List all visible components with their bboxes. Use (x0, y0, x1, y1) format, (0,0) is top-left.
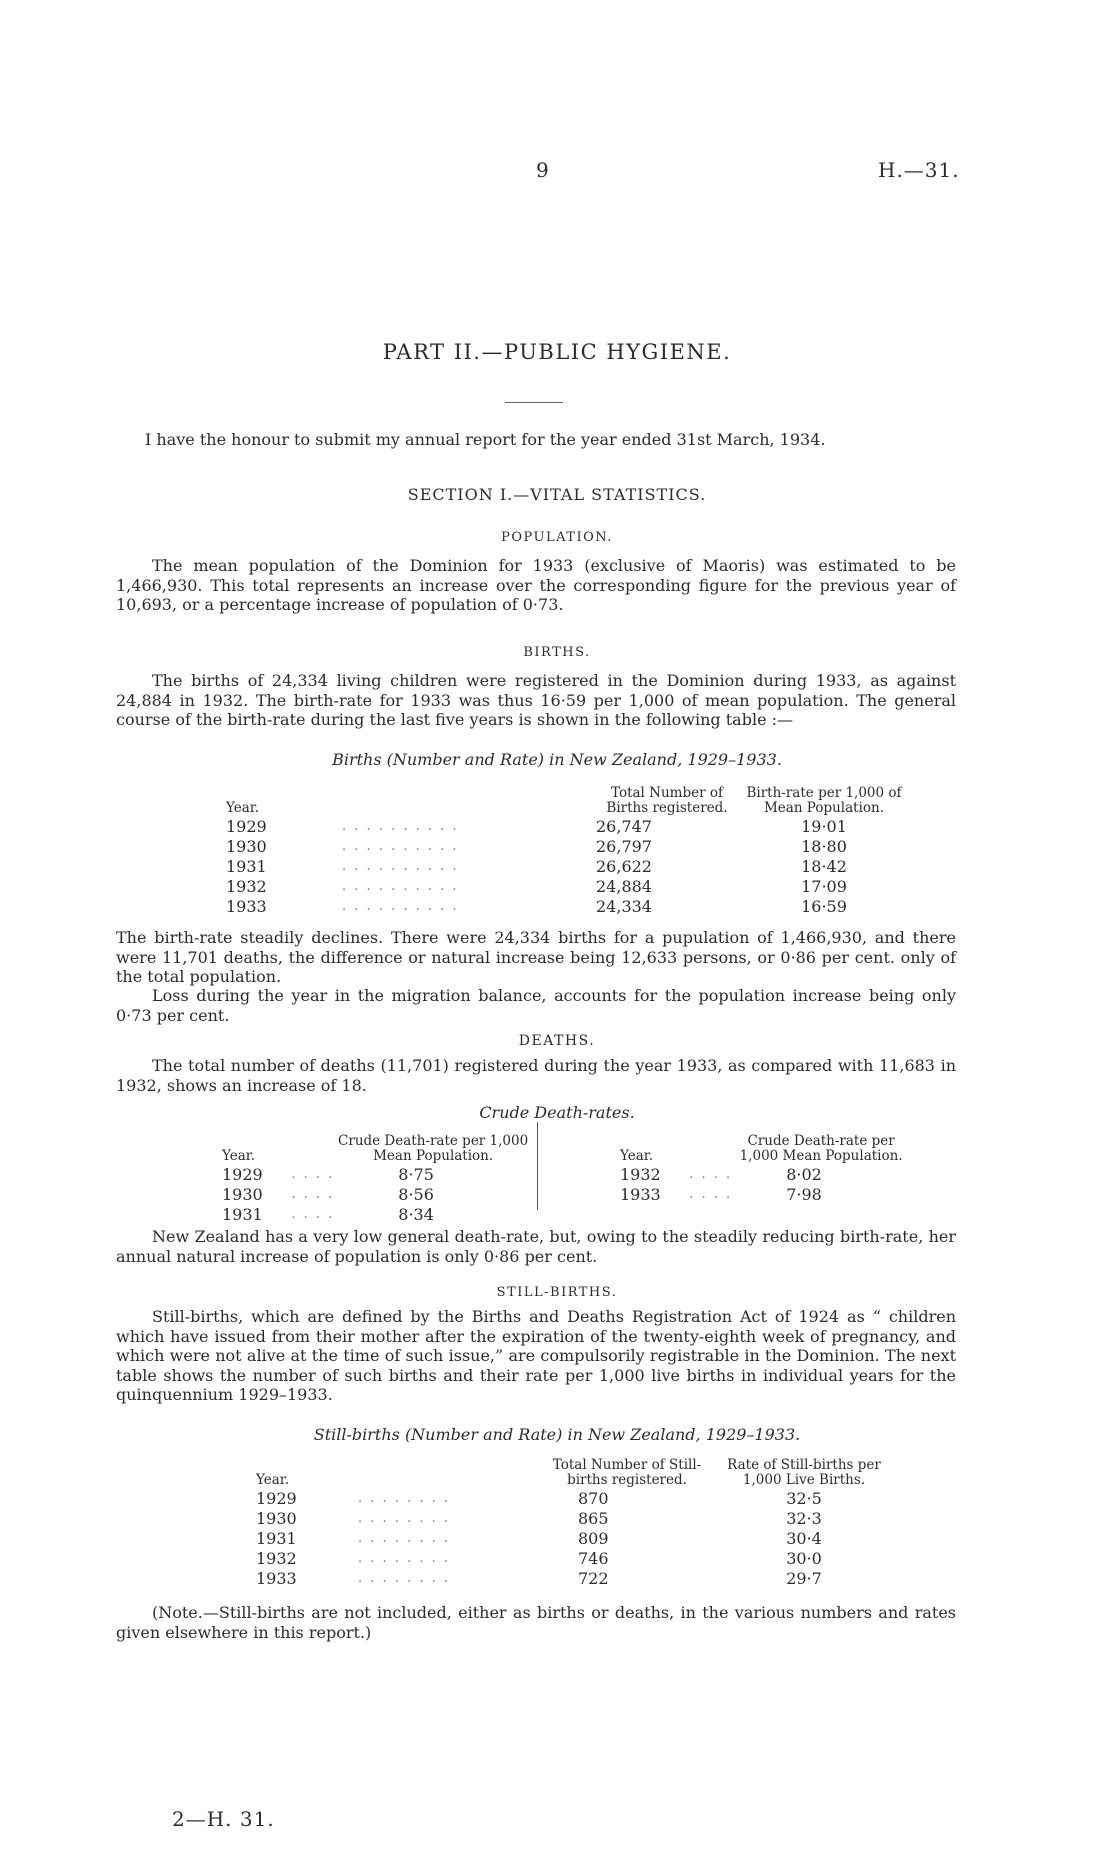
col-death-rate: Crude Death-rate per 1,000 Mean Population. (739, 1133, 903, 1164)
death-rates-caption: Crude Death-rates. (479, 1103, 635, 1122)
col-year: Year. (222, 1148, 256, 1164)
leader-dots: . . . . . . . . . . (342, 838, 459, 854)
row-rate: 8·75 (398, 1164, 434, 1184)
row-rate: 18·80 (801, 836, 847, 856)
table-row (256, 1528, 896, 1548)
stillbirths-paragraph: Still-births, which are defined by the Births and Deaths Registration Act of 1924 as “ children which have issued from their mother after the expiration of the twenty-eighth week of pregnancy, and which were not alive at the time of such issue,” are compulsorily registrable in the Dominion. The next table shows the number of such births and their rate per 1,000 live births in individual years for the quinquennium 1929–1933. (116, 1307, 956, 1404)
row-year: 1932 (256, 1548, 297, 1568)
row-rate: 8·02 (786, 1164, 822, 1184)
leader-dots: . . . . . . . . (358, 1490, 450, 1506)
row-rate: 30·4 (786, 1528, 822, 1548)
births-table-header (226, 774, 906, 816)
births-heading: BIRTHS. (523, 645, 591, 660)
table-row (256, 1508, 896, 1528)
leader-dots: . . . . (291, 1186, 335, 1202)
col-birth-rate: Birth-rate per 1,000 of Mean Population. (746, 785, 902, 816)
table-divider (537, 1122, 538, 1210)
table-row (226, 856, 906, 876)
col-death-rate: Crude Death-rate per 1,000 Mean Population. (338, 1133, 529, 1164)
population-paragraph: The mean population of the Dominion for 1933 (exclusive of Maoris) was estimated to be 1,466,930. This total represents an increase over the corresponding figure for the previous year of 10,693, or a percentage increase of population of 0·73. (116, 556, 956, 614)
row-rate: 19·01 (801, 816, 847, 836)
row-year: 1932 (226, 876, 267, 896)
row-year: 1929 (226, 816, 267, 836)
row-total: 809 (578, 1528, 609, 1548)
leader-dots: . . . . . . . . (358, 1530, 450, 1546)
row-rate: 8·56 (398, 1184, 434, 1204)
leader-dots: . . . . (291, 1206, 335, 1222)
row-rate: 29·7 (786, 1568, 822, 1588)
leader-dots: . . . . . . . . . . (342, 878, 459, 894)
row-year: 1931 (222, 1204, 263, 1224)
row-total: 24,334 (596, 896, 652, 916)
row-total: 26,622 (596, 856, 652, 876)
leader-dots: . . . . . . . . . . (342, 898, 459, 914)
row-year: 1929 (222, 1164, 263, 1184)
row-year: 1933 (226, 896, 267, 916)
row-year: 1932 (620, 1164, 661, 1184)
leader-dots: . . . . (689, 1166, 733, 1182)
leader-dots: . . . . . . . . . . (342, 858, 459, 874)
table-row (222, 1184, 532, 1204)
row-total: 26,797 (596, 836, 652, 856)
migration-paragraph: Loss during the year in the migration balance, accounts for the population increase being only 0·73 per cent. (116, 986, 956, 1025)
col-year: Year. (256, 1472, 290, 1488)
row-year: 1929 (256, 1488, 297, 1508)
row-year: 1930 (222, 1184, 263, 1204)
page-number: 9 (536, 158, 549, 182)
stillbirths-table (256, 1448, 896, 1588)
population-heading: POPULATION. (501, 530, 613, 545)
deaths-paragraph: The total number of deaths (11,701) registered during the year 1933, as compared with 11,683 in 1932, shows an increase of 18. (116, 1056, 956, 1095)
row-total: 870 (578, 1488, 609, 1508)
death-rates-table-left (222, 1124, 532, 1224)
col-year: Year. (226, 800, 260, 816)
table-row (256, 1568, 896, 1588)
table-row (226, 816, 906, 836)
births-paragraph: The births of 24,334 living children were registered in the Dominion during 1933, as against 24,884 in 1932. The birth-rate for 1933 was thus 16·59 per 1,000 of mean population. The general course of the birth-rate during the last five years is shown in the following table :— (116, 671, 956, 729)
stillbirths-note: (Note.—Still-births are not included, either as births or deaths, in the various numbers and rates given elsewhere in this report.) (116, 1603, 956, 1642)
table-row (226, 836, 906, 856)
table-row (256, 1488, 896, 1508)
col-year: Year. (620, 1148, 654, 1164)
row-year: 1930 (256, 1508, 297, 1528)
row-year: 1931 (256, 1528, 297, 1548)
table-row (226, 876, 906, 896)
row-rate: 7·98 (786, 1184, 822, 1204)
row-total: 26,747 (596, 816, 652, 836)
death-rates-table-right (620, 1124, 910, 1204)
row-rate: 30·0 (786, 1548, 822, 1568)
table-row (226, 896, 906, 916)
row-rate: 17·09 (801, 876, 847, 896)
row-total: 746 (578, 1548, 609, 1568)
leader-dots: . . . . . . . . (358, 1550, 450, 1566)
col-total-births: Total Number of Births registered. (606, 785, 728, 816)
title-divider (505, 402, 563, 403)
document-reference: H.—31. (878, 158, 960, 182)
stillbirths-table-header (256, 1448, 896, 1488)
leader-dots: . . . . (689, 1186, 733, 1202)
row-year: 1931 (226, 856, 267, 876)
row-total: 722 (578, 1568, 609, 1588)
births-summary-paragraph: The birth-rate steadily declines. There were 24,334 births for a pupulation of 1,466,930, and there were 11,701 deaths, the difference or natural increase being 12,633 persons, or 0·86 per cent. only of the total population. (116, 928, 956, 986)
leader-dots: . . . . . . . . (358, 1510, 450, 1526)
row-total: 865 (578, 1508, 609, 1528)
row-total: 24,884 (596, 876, 652, 896)
table-row (222, 1204, 532, 1224)
page-title: PART II.—PUBLIC HYGIENE. (382, 340, 732, 364)
row-rate: 32·3 (786, 1508, 822, 1528)
births-table-caption: Births (Number and Rate) in New Zealand, 1929–1933. (332, 750, 782, 769)
footer-signature: 2—H. 31. (172, 1807, 275, 1831)
col-total-stillbirths: Total Number of Still-births registered. (552, 1457, 702, 1488)
col-stillbirth-rate: Rate of Still-births per 1,000 Live Births. (727, 1457, 881, 1488)
row-year: 1933 (256, 1568, 297, 1588)
row-rate: 18·42 (801, 856, 847, 876)
row-year: 1933 (620, 1184, 661, 1204)
table-row (222, 1164, 532, 1184)
intro-paragraph: I have the honour to submit my annual report for the year ended 31st March, 1934. (145, 430, 826, 449)
table-row (620, 1184, 910, 1204)
row-rate: 8·34 (398, 1204, 434, 1224)
births-table (226, 774, 906, 916)
row-year: 1930 (226, 836, 267, 856)
row-rate: 16·59 (801, 896, 847, 916)
deaths-heading: DEATHS. (518, 1033, 596, 1049)
leader-dots: . . . . . . . . . . (342, 818, 459, 834)
death-rate-summary-paragraph: New Zealand has a very low general death-rate, but, owing to the steadily reducing birth-rate, her annual natural increase of population is only 0·86 per cent. (116, 1227, 956, 1266)
table-row (620, 1164, 910, 1184)
table-row (256, 1548, 896, 1568)
stillbirths-heading: STILL-BIRTHS. (496, 1285, 618, 1300)
section-heading: SECTION I.—VITAL STATISTICS. (407, 485, 707, 504)
stillbirths-table-caption: Still-births (Number and Rate) in New Zealand, 1929–1933. (313, 1425, 801, 1444)
row-rate: 32·5 (786, 1488, 822, 1508)
leader-dots: . . . . (291, 1166, 335, 1182)
leader-dots: . . . . . . . . (358, 1570, 450, 1586)
